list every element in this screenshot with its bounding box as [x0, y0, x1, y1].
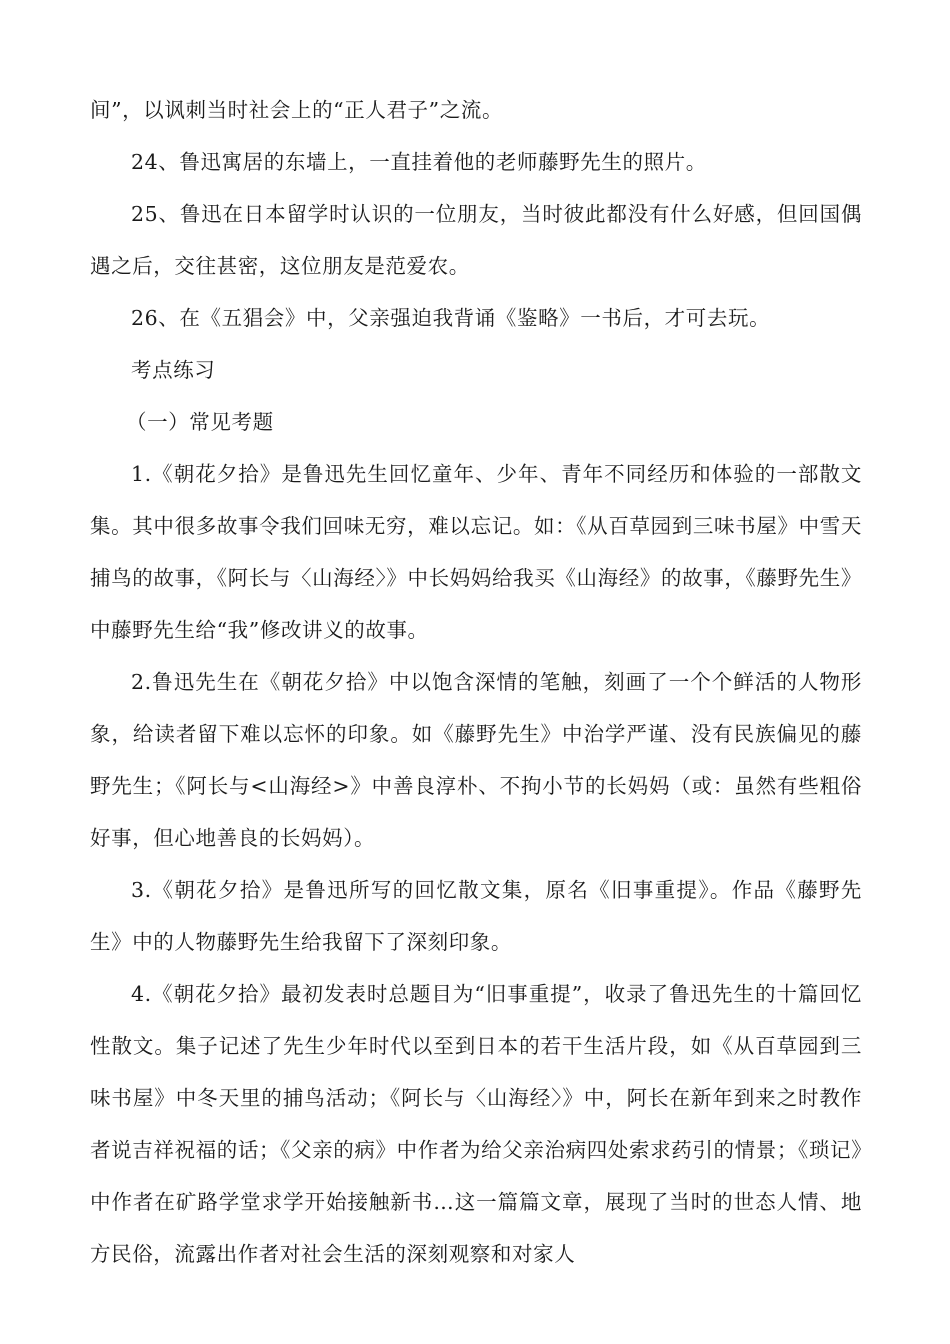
question-2: 2.鲁迅先生在《朝花夕拾》中以饱含深情的笔触，刻画了一个个鲜活的人物形象，给读者留下难以忘怀的印象。如《藤野先生》中治学严谨、没有民族偏见的藤野先生；《阿长与<山海经>》中善良淳朴、不拘小节的长妈妈（或：虽然有些粗俗好事，但心地善良的长妈妈）。 — [90, 670, 862, 850]
question-1: 1.《朝花夕拾》是鲁迅先生回忆童年、少年、青年不同经历和体验的一部散文集。其中很多故事令我们回味无穷，难以忘记。如：《从百草园到三味书屋》中雪天捕鸟的故事，《阿长与〈山海经〉》中长妈妈给我买《山海经》的故事，《藤野先生》中藤野先生给“我”修改讲义的故事。 — [90, 462, 862, 642]
subsection-heading-common-questions: （一）常见考题 — [126, 410, 274, 434]
question-3: 3.《朝花夕拾》是鲁迅所写的回忆散文集，原名《旧事重提》。作品《藤野先生》中的人物藤野先生给我留下了深刻印象。 — [90, 878, 862, 954]
paragraph-item-26: 26、在《五猖会》中，父亲强迫我背诵《鉴略》一书后，才可去玩。 — [131, 306, 771, 330]
document-body — [90, 84, 862, 1280]
section-heading-practice: 考点练习 — [131, 358, 216, 382]
paragraph-item-25: 25、鲁迅在日本留学时认识的一位朋友，当时彼此都没有什么好感，但回国偶遇之后，交往甚密，这位朋友是范爱农。 — [90, 202, 862, 278]
paragraph-item-24: 24、鲁迅寓居的东墙上，一直挂着他的老师藤野先生的照片。 — [131, 150, 707, 174]
question-4: 4.《朝花夕拾》最初发表时总题目为“旧事重提”，收录了鲁迅先生的十篇回忆性散文。集子记述了先生少年时代以至到日本的若干生活片段，如《从百草园到三味书屋》中冬天里的捕鸟活动；《阿长与〈山海经〉》中，阿长在新年到来之时教作者说吉祥祝福的话；《父亲的病》中作者为给父亲治病四处索求药引的情景；《琐记》中作者在矿路学堂求学开始接触新书…这一篇篇文章，展现了当时的世态人情、地方民俗，流露出作者对社会生活的深刻观察和对家人 — [90, 982, 862, 1266]
paragraph-continuation: 间”，以讽刺当时社会上的“正人君子”之流。 — [90, 98, 504, 122]
